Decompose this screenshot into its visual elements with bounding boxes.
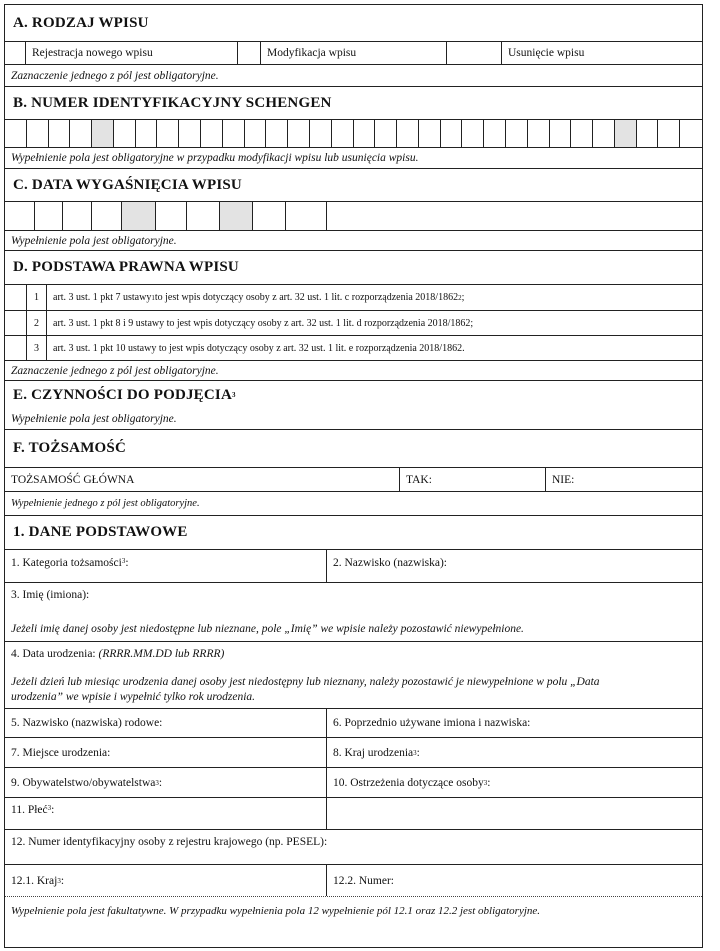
legal-basis-text: art. 3 ust. 1 pkt 7 ustawy 1 to jest wpis dotyczący osoby z art. 32 ust. 1 lit. c rozporządzenia 2018/1862 2 ; <box>53 292 465 303</box>
schengen-digit-cell[interactable] <box>179 120 201 147</box>
national-id-note: Wypełnienie pola jest fakultatywne. W przypadku wypełnienia pola 12 wypełnienie pól 12.1 oraz 12.2 jest obligatoryjne. <box>11 905 541 917</box>
birth-date-label: 4. Data urodzenia: (RRRR.MM.DD lub RRRR) <box>11 648 225 660</box>
first-name-note: Jeżeli imię danej osoby jest niedostępne lub nieznane, pole „Imię” we wpisie należy pozostawić niewypełnione. <box>11 623 524 635</box>
schengen-digit-cell[interactable] <box>397 120 419 147</box>
surname-field[interactable]: 2. Nazwisko (nazwiska): <box>333 557 448 569</box>
expiry-date-cells[interactable] <box>5 202 702 231</box>
schengen-digit-cell[interactable] <box>375 120 397 147</box>
national-id-number-field[interactable]: 12.2. Numer: <box>333 874 395 887</box>
schengen-separator-cell <box>92 120 114 147</box>
primary-identity-label: TOŻSAMOŚĆ GŁÓWNA <box>5 468 400 491</box>
birth-date-field[interactable] <box>5 642 702 709</box>
previous-names-field[interactable]: 6. Poprzednio używane imiona i nazwiska: <box>333 717 531 729</box>
date-cell[interactable] <box>253 202 286 230</box>
national-id-country-field[interactable]: 12.1. Kraj 3 : <box>5 865 327 896</box>
person-warnings-field[interactable]: 10. Ostrzeżenia dotyczące osoby 3 : <box>333 776 491 789</box>
schengen-digit-cell[interactable] <box>136 120 158 147</box>
schengen-digit-cell[interactable] <box>462 120 484 147</box>
birth-country-field[interactable]: 8. Kraj urodzenia 3 : <box>333 746 420 759</box>
empty-cell <box>327 798 702 829</box>
date-cell[interactable] <box>187 202 220 230</box>
schengen-digit-cell[interactable] <box>157 120 179 147</box>
legal-basis-row-3 <box>5 336 702 361</box>
schengen-digit-cell[interactable] <box>441 120 463 147</box>
section-d-note: Zaznaczenie jednego z pól jest obligatoryjne. <box>5 361 702 381</box>
section-b-note: Wypełnienie pola jest obligatoryjne w przypadku modyfikacji wpisu lub usunięcia wpisu. <box>5 148 702 169</box>
section-c-note: Wypełnienie pola jest obligatoryjne. <box>5 231 702 251</box>
row-fields-9-10 <box>5 768 702 798</box>
form-frame <box>4 4 703 948</box>
schengen-digit-cell[interactable] <box>288 120 310 147</box>
birth-date-note-line-1: Jeżeli dzień lub miesiąc urodzenia danej osoby jest niedostępny lub nieznany, należy pozostawić je niewypełnione w polu „Data <box>11 676 600 688</box>
section-e-note: Wypełnienie pola jest obligatoryjne. <box>11 413 177 425</box>
row-fields-7-8 <box>5 738 702 768</box>
identity-category-field[interactable]: 1. Kategoria tożsamości 3 : <box>5 550 327 582</box>
primary-identity-row <box>5 468 702 492</box>
schengen-digit-cell[interactable] <box>658 120 680 147</box>
schengen-digit-cell[interactable] <box>266 120 288 147</box>
option-new-entry-label: Rejestracja nowego wpisu <box>26 42 238 64</box>
schengen-digit-cell[interactable] <box>637 120 659 147</box>
schengen-digit-cell[interactable] <box>593 120 615 147</box>
primary-identity-yes[interactable]: TAK: <box>400 468 546 491</box>
schengen-digit-cell[interactable] <box>528 120 550 147</box>
date-filler <box>327 202 702 230</box>
legal-basis-checkbox[interactable] <box>5 285 27 310</box>
legal-basis-number: 1 <box>27 285 47 310</box>
schengen-digit-cell[interactable] <box>310 120 332 147</box>
legal-basis-row-1 <box>5 285 702 311</box>
sex-field[interactable]: 11. Płeć 3 : <box>5 798 327 829</box>
checkbox-new-entry[interactable] <box>5 42 26 64</box>
section-d-title: D. PODSTAWA PRAWNA WPISU <box>5 251 702 285</box>
option-modification-label: Modyfikacja wpisu <box>261 42 447 64</box>
section-a-title: A. RODZAJ WPISU <box>5 5 702 42</box>
legal-basis-checkbox[interactable] <box>5 336 27 360</box>
schengen-digit-cell[interactable] <box>27 120 49 147</box>
row-field-11 <box>5 798 702 830</box>
legal-basis-checkbox[interactable] <box>5 311 27 335</box>
section-a-note: Zaznaczenie jednego z pól jest obligatoryjne. <box>5 65 702 87</box>
legal-basis-number: 2 <box>27 311 47 335</box>
section-b-title: B. NUMER IDENTYFIKACYJNY SCHENGEN <box>5 87 702 120</box>
option-deletion-label: Usunięcie wpisu <box>508 47 585 59</box>
date-cell[interactable] <box>286 202 327 230</box>
section-a-options <box>5 42 702 65</box>
schengen-digit-cell[interactable] <box>245 120 267 147</box>
birthplace-field[interactable]: 7. Miejsce urodzenia: <box>5 738 327 767</box>
primary-identity-no[interactable]: NIE: <box>552 473 575 486</box>
national-id-note-row <box>5 897 702 948</box>
row-fields-5-6 <box>5 709 702 738</box>
section-f-note: Wypełnienie jednego z pól jest obligatoryjne. <box>5 492 702 516</box>
schengen-digit-cell[interactable] <box>114 120 136 147</box>
row-fields-1-2 <box>5 550 702 583</box>
first-name-label: 3. Imię (imiona): <box>11 589 90 601</box>
date-cell[interactable] <box>5 202 35 230</box>
section-c-title: C. DATA WYGAŚNIĘCIA WPISU <box>5 169 702 202</box>
legal-basis-text: art. 3 ust. 1 pkt 8 i 9 ustawy to jest wpis dotyczący osoby z art. 32 ust. 1 lit. d rozporządzenia 2018/1862; <box>53 317 474 329</box>
schengen-digit-cell[interactable] <box>419 120 441 147</box>
date-cell[interactable] <box>63 202 92 230</box>
citizenship-field[interactable]: 9. Obywatelstwo/obywatelstwa 3 : <box>5 768 327 797</box>
date-cell[interactable] <box>156 202 187 230</box>
section-f-title: F. TOŻSAMOŚĆ <box>5 430 702 468</box>
schengen-id-cells[interactable] <box>5 120 702 148</box>
schengen-digit-cell[interactable] <box>70 120 92 147</box>
schengen-digit-cell[interactable] <box>354 120 376 147</box>
checkbox-deletion[interactable] <box>447 42 502 64</box>
schengen-separator-cell <box>615 120 637 147</box>
section-1-title: 1. DANE PODSTAWOWE <box>5 516 702 550</box>
legal-basis-text: art. 3 ust. 1 pkt 10 ustawy to jest wpis dotyczący osoby z art. 32 ust. 1 lit. e rozporządzenia 2018/1862. <box>53 342 465 354</box>
row-fields-12-1-12-2 <box>5 865 702 897</box>
section-e <box>5 381 702 430</box>
checkbox-modification[interactable] <box>238 42 261 64</box>
schengen-digit-cell[interactable] <box>223 120 245 147</box>
national-id-label: 12. Numer identyfikacyjny osoby z rejestru krajowego (np. PESEL): <box>11 836 328 848</box>
schengen-digit-cell[interactable] <box>506 120 528 147</box>
schengen-digit-cell[interactable] <box>332 120 354 147</box>
birth-date-note-line-2: urodzenia” we wpisie i wypełnić tylko rok urodzenia. <box>11 691 256 703</box>
date-separator-cell <box>220 202 253 230</box>
legal-basis-row-2 <box>5 311 702 336</box>
national-id-field[interactable] <box>5 830 702 865</box>
section-e-title: E. CZYNNOŚCI DO PODJĘCIA 3 <box>13 386 236 403</box>
schengen-digit-cell[interactable] <box>571 120 593 147</box>
date-cell[interactable] <box>35 202 63 230</box>
maiden-name-field[interactable]: 5. Nazwisko (nazwiska) rodowe: <box>5 709 327 737</box>
schengen-digit-cell[interactable] <box>49 120 71 147</box>
date-separator-cell <box>122 202 156 230</box>
schengen-digit-cell[interactable] <box>5 120 27 147</box>
schengen-digit-cell[interactable] <box>484 120 506 147</box>
schengen-digit-cell[interactable] <box>550 120 572 147</box>
first-name-field[interactable] <box>5 583 702 642</box>
schengen-digit-cell[interactable] <box>201 120 223 147</box>
legal-basis-number: 3 <box>27 336 47 360</box>
date-cell[interactable] <box>92 202 122 230</box>
schengen-digit-cell[interactable] <box>680 120 702 147</box>
